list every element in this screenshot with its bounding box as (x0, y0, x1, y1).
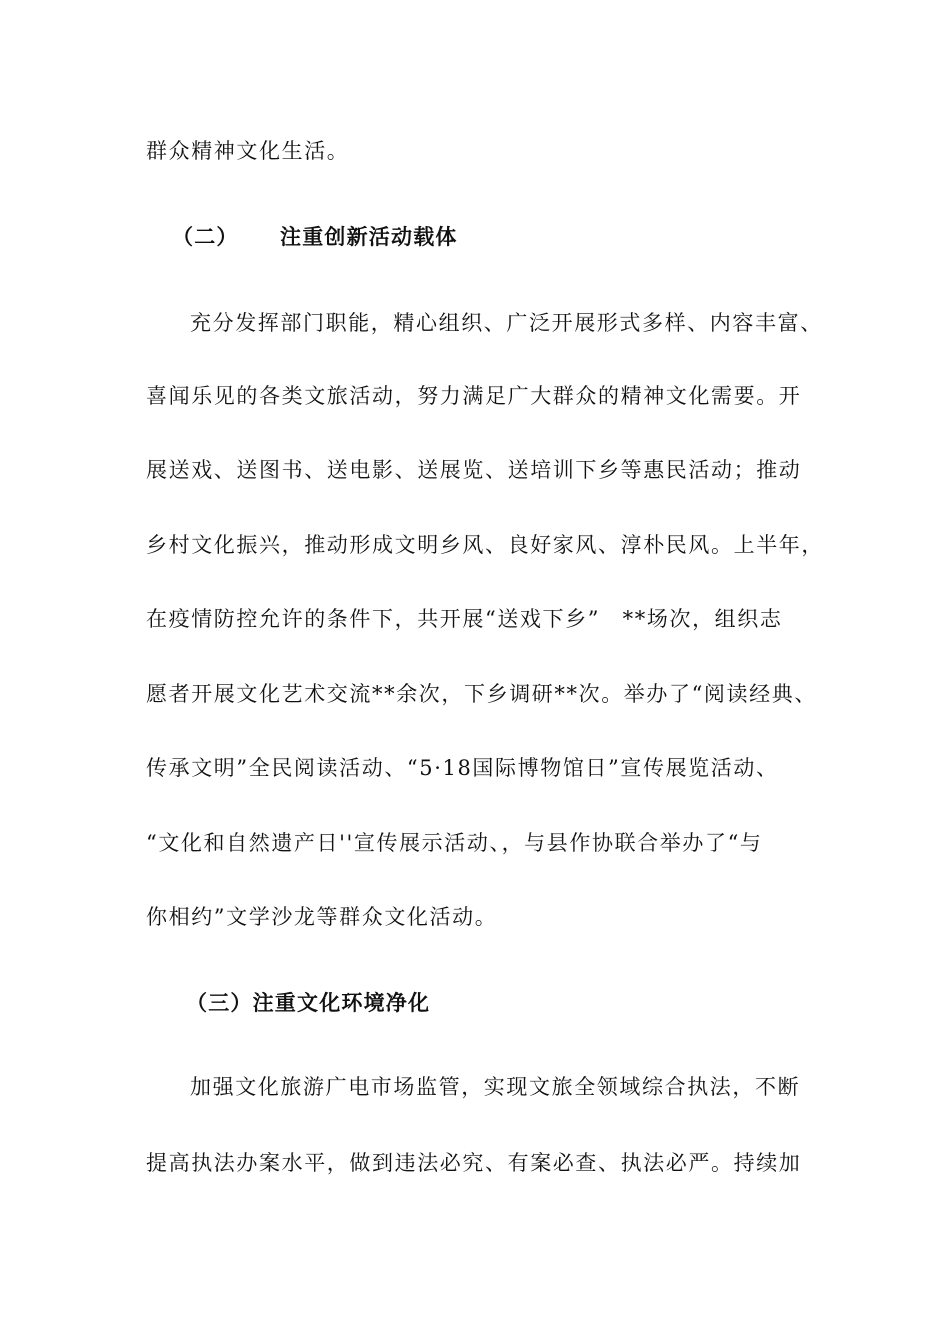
section-heading: （三）注重文化环境净化 (186, 990, 431, 1015)
section-number: （二） (172, 224, 239, 249)
paragraph-line: 群众精神文化生活。 (146, 139, 350, 163)
section-heading: 注重创新活动载体 (280, 224, 458, 249)
paragraph-line: 愿者开展文化艺术交流**余次，下乡调研**次。举办了“阅读经典、 (146, 682, 817, 706)
paragraph-line: 充分发挥部门职能，精心组织、广泛开展形式多样、内容丰富、 (190, 311, 823, 335)
paragraph-line: 乡村文化振兴，推动形成文明乡风、良好家风、淳朴民风。上半年， (146, 533, 824, 557)
paragraph-line: 在疫情防控允许的条件下，共开展“送戏下乡” **场次，组织志 (146, 607, 783, 631)
paragraph-line: 展送戏、送图书、送电影、送展览、送培训下乡等惠民活动；推动 (146, 458, 802, 482)
paragraph-line: 你相约”文学沙龙等群众文化活动。 (146, 905, 498, 929)
paragraph-line: 提高执法办案水平，做到违法必究、有案必查、执法必严。持续加 (146, 1151, 802, 1175)
paragraph-line: 喜闻乐见的各类文旅活动，努力满足广大群众的精神文化需要。开 (146, 384, 802, 408)
paragraph-line: 加强文化旅游广电市场监管，实现文旅全领域综合执法，不断 (190, 1075, 801, 1099)
paragraph-line: 传承文明”全民阅读活动、“5·18国际博物馆日”宣传展览活动、 (146, 756, 779, 780)
paragraph-line: “文化和自然遗产日''宣传展示活动、，与县作协联合举办了“与 (146, 831, 763, 855)
